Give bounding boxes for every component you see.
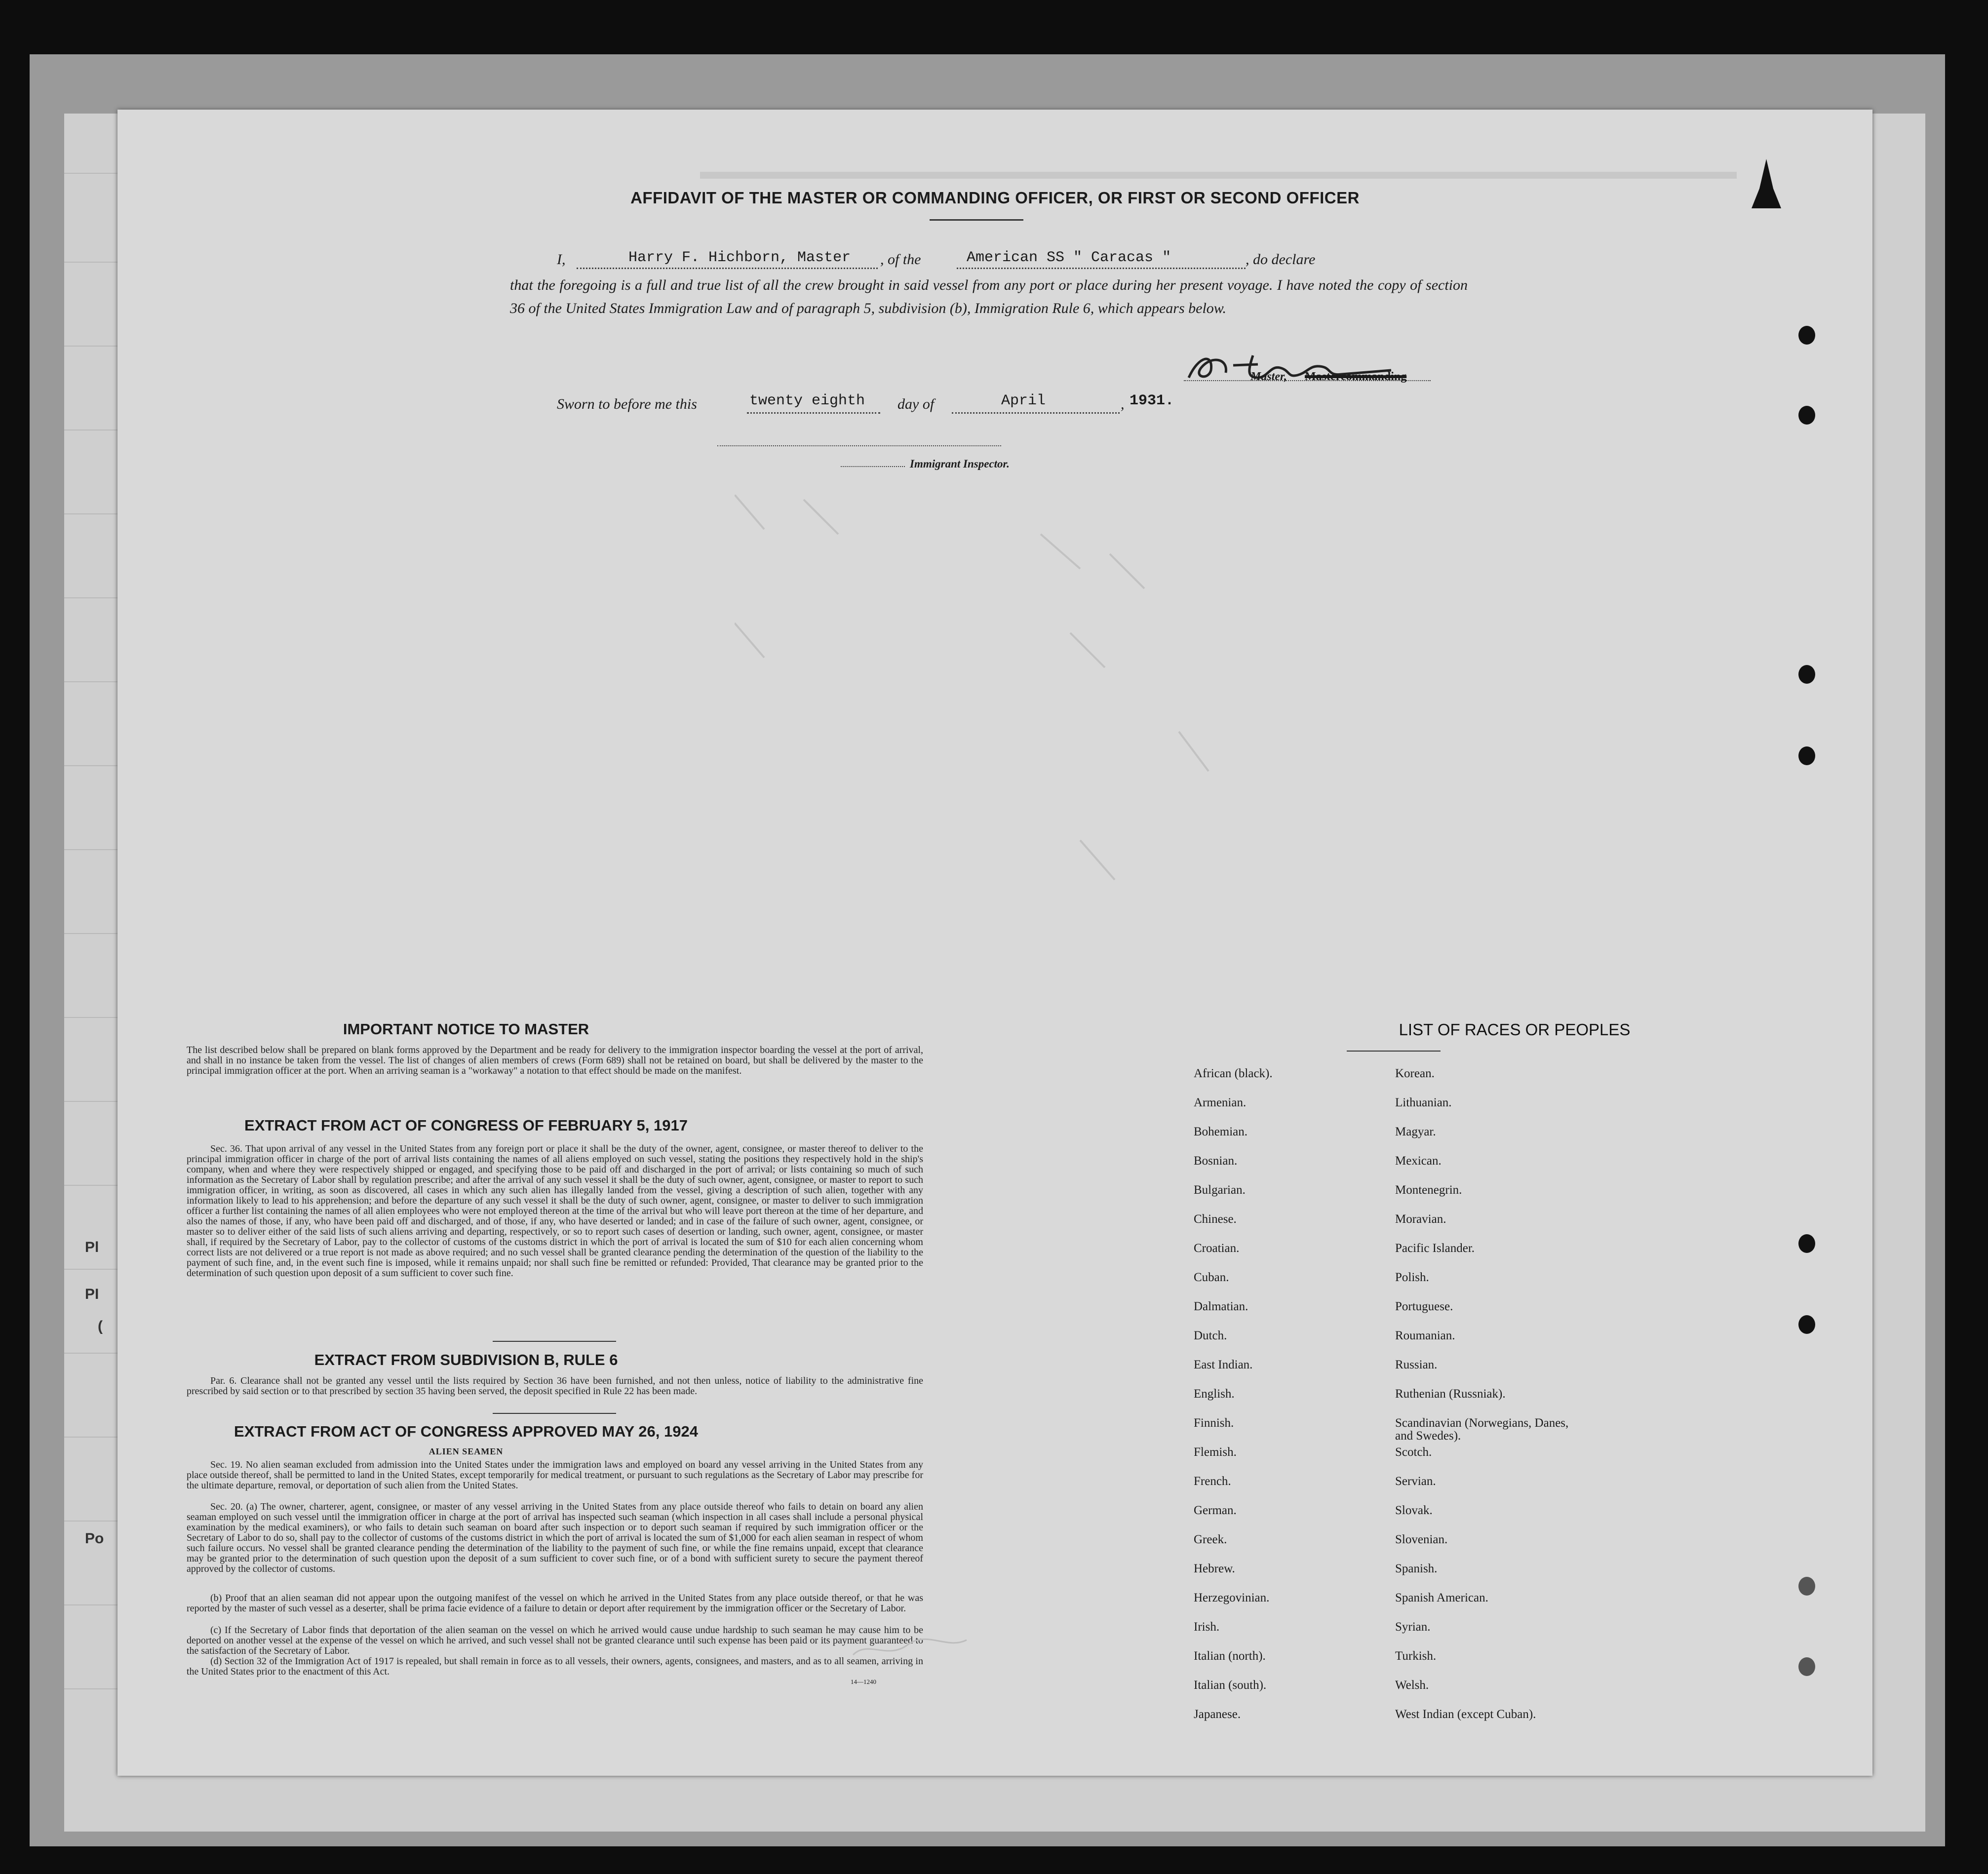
- section-divider: [493, 1413, 616, 1414]
- binder-hole: [1798, 746, 1815, 765]
- races-title: LIST OF RACES OR PEOPLES: [1399, 1020, 1631, 1039]
- race-item: Welsh.: [1395, 1679, 1429, 1692]
- affidavit-body: that the foregoing is a full and true list of all the crew brought in said vessel from any port or place during her present voyage. I have noted the copy of section 36 of the United States Immigration Law and of paragraph 5, subdivision (b), Immigration Rule 6, which appears below.: [510, 277, 1468, 316]
- race-item: Moravian.: [1395, 1212, 1446, 1226]
- vessel-line: [957, 268, 1246, 269]
- race-item: Magyar.: [1395, 1125, 1436, 1138]
- race-item: Russian.: [1395, 1358, 1438, 1371]
- sworn-day-line: [747, 412, 880, 414]
- race-item: Armenian.: [1194, 1096, 1247, 1109]
- year-separator: ,: [1121, 396, 1125, 412]
- race-item: Greek.: [1194, 1533, 1227, 1546]
- signature-title-label: Master,: [1250, 370, 1287, 383]
- signature-title-struck: Mastercommanding: [1305, 370, 1407, 383]
- title-underline: [930, 219, 1023, 221]
- margin-mark: (: [98, 1318, 103, 1334]
- race-item: Pacific Islander.: [1395, 1242, 1475, 1255]
- form-number: 14—1240: [851, 1678, 876, 1685]
- race-item: Portuguese.: [1395, 1300, 1453, 1313]
- race-item: Cuban.: [1194, 1271, 1229, 1284]
- race-item: Spanish.: [1395, 1562, 1438, 1575]
- race-item: Flemish.: [1194, 1445, 1237, 1459]
- sworn-month-value: April: [1001, 392, 1046, 409]
- pencil-mark: [848, 1625, 976, 1670]
- race-item: Korean.: [1395, 1067, 1435, 1080]
- affidavit-title: AFFIDAVIT OF THE MASTER OR COMMANDING OFFICER, OR FIRST OR SECOND OFFICER: [630, 189, 1360, 207]
- race-item: Irish.: [1194, 1620, 1220, 1634]
- race-item: Scandinavian (Norwegians, Danes, and Swedes).: [1395, 1416, 1569, 1443]
- race-item: West Indian (except Cuban).: [1395, 1708, 1536, 1721]
- master-name-line: [577, 268, 878, 269]
- binder-hole: [1798, 1234, 1815, 1253]
- sworn-day-value: twenty eighth: [749, 392, 865, 409]
- race-item: Slovak.: [1395, 1504, 1433, 1517]
- inspector-signature-line: [717, 445, 1001, 446]
- inspector-label: Immigrant Inspector.: [910, 458, 1010, 470]
- race-item: Croatian.: [1194, 1242, 1240, 1255]
- section-divider: [493, 1341, 616, 1342]
- race-item: Chinese.: [1194, 1212, 1237, 1226]
- inspector-short-line: [841, 466, 905, 467]
- extract-1924-para: (b) Proof that an alien seaman did not appear upon the outgoing manifest of the vessel on which he arrived in the United States from any place outside thereof, or that he was reported by the master of such vessel as a deserter, shall be prima facie evidence of a failure to detain or deport after requirement by the immigration officer or the Secretary of Labor.: [187, 1593, 923, 1614]
- margin-mark: Po: [85, 1530, 104, 1547]
- binder-hole: [1798, 1657, 1815, 1676]
- race-item: Japanese.: [1194, 1708, 1241, 1721]
- sworn-month-line: [952, 412, 1120, 414]
- race-item: Spanish American.: [1395, 1591, 1488, 1604]
- affidavit-page: [117, 110, 1872, 1776]
- rule6-text: Par. 6. Clearance shall not be granted any vessel until the lists required by Section 36 have been furnished, and not then unless, notice of liability to the administrative fine prescribed by said section or to that prescribed by section 35 having been served, the deposit specified in Rule 22 has been made.: [187, 1375, 923, 1397]
- binder-hole: [1798, 406, 1815, 425]
- extract-1917-title: EXTRACT FROM ACT OF CONGRESS OF FEBRUARY 5, 1917: [244, 1117, 688, 1134]
- rule6-title: EXTRACT FROM SUBDIVISION B, RULE 6: [314, 1351, 618, 1368]
- extract-1924-para: Sec. 20. (a) The owner, charterer, agent, consignee, or master of any vessel arriving in the United States from any place outside thereof who fails to detain on board any alien seaman employed on such vessel until the immigration officer in charge at the port of arrival has inspected such seaman (which inspection in all cases shall include a personal physical examination by the medical examiners), or who fails to detain such seaman on board after such inspection or to deport such seaman if required by such immigration officer or the Secretary of Labor to do so, shall pay to the collector of customs of the customs district in which the port of arrival is located the sum of $1,000 for each alien seaman in respect of whom such failure occurs. No vessel shall be granted clearance pending the determination of the liability to the payment of such fine, or while the fine remains unpaid, except that clearance may be granted prior to the determination of such question upon the deposit of a sum sufficient to cover such fine, or of a bond with sufficient surety to secure the payment thereof approved by the collector of customs.: [187, 1501, 923, 1574]
- bleed-through-heading: [700, 164, 1737, 189]
- race-item: Syrian.: [1395, 1620, 1431, 1634]
- extract-1924-para: (c) If the Secretary of Labor finds that deportation of the alien seaman on the vessel on which he arrived would cause undue hardship to such seaman he may cause him to be deported on another vessel at the expense of the vessel on which he arrived, and such vessel shall not be granted clearance until such expense has been paid or its payment guaranteed to the satisfaction of the Secretary of Labor.: [187, 1625, 923, 1656]
- race-item: East Indian.: [1194, 1358, 1253, 1371]
- extract-1924-subtitle: ALIEN SEAMEN: [429, 1446, 504, 1456]
- margin-mark: Pl: [85, 1239, 99, 1255]
- binder-hole: [1798, 665, 1815, 684]
- race-item: Finnish.: [1194, 1416, 1234, 1430]
- race-item: Italian (north).: [1194, 1649, 1266, 1663]
- race-item: French.: [1194, 1475, 1231, 1488]
- race-item: Mexican.: [1395, 1154, 1442, 1168]
- races-title-underline: [1347, 1051, 1441, 1052]
- race-item: English.: [1194, 1387, 1235, 1401]
- do-declare-label: , do declare: [1246, 251, 1316, 268]
- extract-1924-para: Sec. 19. No alien seaman excluded from admission into the United States under the immigration laws and employed on board any vessel arriving in the United States from any place outside thereof, shall be permitted to land in the United States, except temporarily for medical treatment, or pursuant to such regulations as the Secretary of Labor may prescribe for the ultimate departure, removal, or deportation of such alien from the United States.: [187, 1459, 923, 1491]
- race-item: Dutch.: [1194, 1329, 1227, 1342]
- race-item: Herzegovinian.: [1194, 1591, 1270, 1604]
- extract-1924-para: (d) Section 32 of the Immigration Act of 1917 is repealed, but shall remain in force as to all vessels, their owners, agents, consignees, and masters, and as to all seamen, arriving in the United States prior to the enactment of this Act.: [187, 1656, 923, 1677]
- race-item: Lithuanian.: [1395, 1096, 1452, 1109]
- notice-text: The list described below shall be prepared on blank forms approved by the Department and be ready for delivery to the immigration inspector boarding the vessel at the port of arrival, and shall in no instance be taken from the vessel. The list of changes of alien members of crews (Form 689) shall not be retained on board, but shall be delivered by the master to the principal immigration officer at the port. When an arriving seaman is a "workaway" a notation to that effect should be made on the manifest.: [187, 1045, 923, 1076]
- race-item: Dalmatian.: [1194, 1300, 1248, 1313]
- margin-mark: PI: [85, 1286, 99, 1302]
- race-item: Roumanian.: [1395, 1329, 1455, 1342]
- of-the-label: , of the: [880, 251, 921, 268]
- race-item: Slovenian.: [1395, 1533, 1448, 1546]
- sworn-prefix: Sworn to before me this: [557, 396, 697, 412]
- pronoun-label: I,: [557, 251, 566, 268]
- extract-1917-text: Sec. 36. That upon arrival of any vessel in the United States from any foreign port or place it shall be the duty of the owner, agent, consignee, or master thereof to deliver to the principal immigration officer in charge of the port of arrival lists containing the names of all aliens employed on such vessel, stating the positions they respectively hold in the ship's company, when and where they were respectively shipped or engaged, and specifying those to be paid off and discharged in the port of arrival; or lists containing so much of such information as the Secretary of Labor shall by regulation prescribe; and after the arrival of any such vessel it shall be the duty of such owner, agent, consignee, or master to report to such immigration officer, in writing, as soon as discovered, all cases in which any such alien has illegally landed from the vessel, giving a description of such alien, together with any information likely to lead to his apprehension; and before the departure of any such vessel it shall be the duty of such owner, agent, consignee, or master to deliver to such immigration officer a further list containing the names of all alien employees who were not employed thereon at the time of the arrival but who will leave port thereon at the time of her departure, and also the names of those, if any, who have been paid off and discharged, and of those, if any, who have deserted or landed; and in case of the failure of such owner, agent, consignee, or master so to deliver either of the said lists of such aliens arriving and departing, respectively, or so to report such cases of desertion or landing, such owner, agent, consignee, or master shall, if required by the Secretary of Labor, pay to the collector of customs of the customs district in which the port of arrival is located the sum of $10 for each alien concerning whom correct lists are not delivered or a true report is not made as above required; and no such vessel shall be granted clearance pending the determination of the question of the liability to the payment of such fine, and, in the event such fine is imposed, while it remains unpaid; nor shall such fine be remitted or refunded: Provided, That clearance may be granted prior to the determination of such question upon deposit of a sum sufficient to cover such fine.: [187, 1143, 923, 1279]
- sworn-year-value: 1931.: [1130, 392, 1174, 409]
- notice-title: IMPORTANT NOTICE TO MASTER: [343, 1020, 589, 1038]
- race-item: African (black).: [1194, 1067, 1273, 1080]
- race-item: Bosnian.: [1194, 1154, 1238, 1168]
- day-of-label: day of: [897, 396, 935, 412]
- race-item: Italian (south).: [1194, 1679, 1267, 1692]
- vessel-value: American SS " Caracas ": [967, 249, 1171, 266]
- race-item: Ruthenian (Russniak).: [1395, 1387, 1506, 1401]
- race-item: Montenegrin.: [1395, 1183, 1462, 1197]
- binder-hole: [1798, 326, 1815, 345]
- race-item: Scotch.: [1395, 1445, 1432, 1459]
- race-item: Turkish.: [1395, 1649, 1437, 1663]
- race-item: Bulgarian.: [1194, 1183, 1246, 1197]
- race-item: Bohemian.: [1194, 1125, 1248, 1138]
- binder-hole: [1798, 1577, 1815, 1596]
- race-item: Servian.: [1395, 1475, 1436, 1488]
- bleed-through-marks: [735, 495, 1376, 1038]
- master-name-value: Harry F. Hichborn, Master: [628, 249, 851, 266]
- extract-1924-title: EXTRACT FROM ACT OF CONGRESS APPROVED MAY 26, 1924: [234, 1423, 698, 1440]
- race-item: Polish.: [1395, 1271, 1429, 1284]
- race-item: Hebrew.: [1194, 1562, 1235, 1575]
- binder-hole: [1798, 1315, 1815, 1334]
- race-item: German.: [1194, 1504, 1237, 1517]
